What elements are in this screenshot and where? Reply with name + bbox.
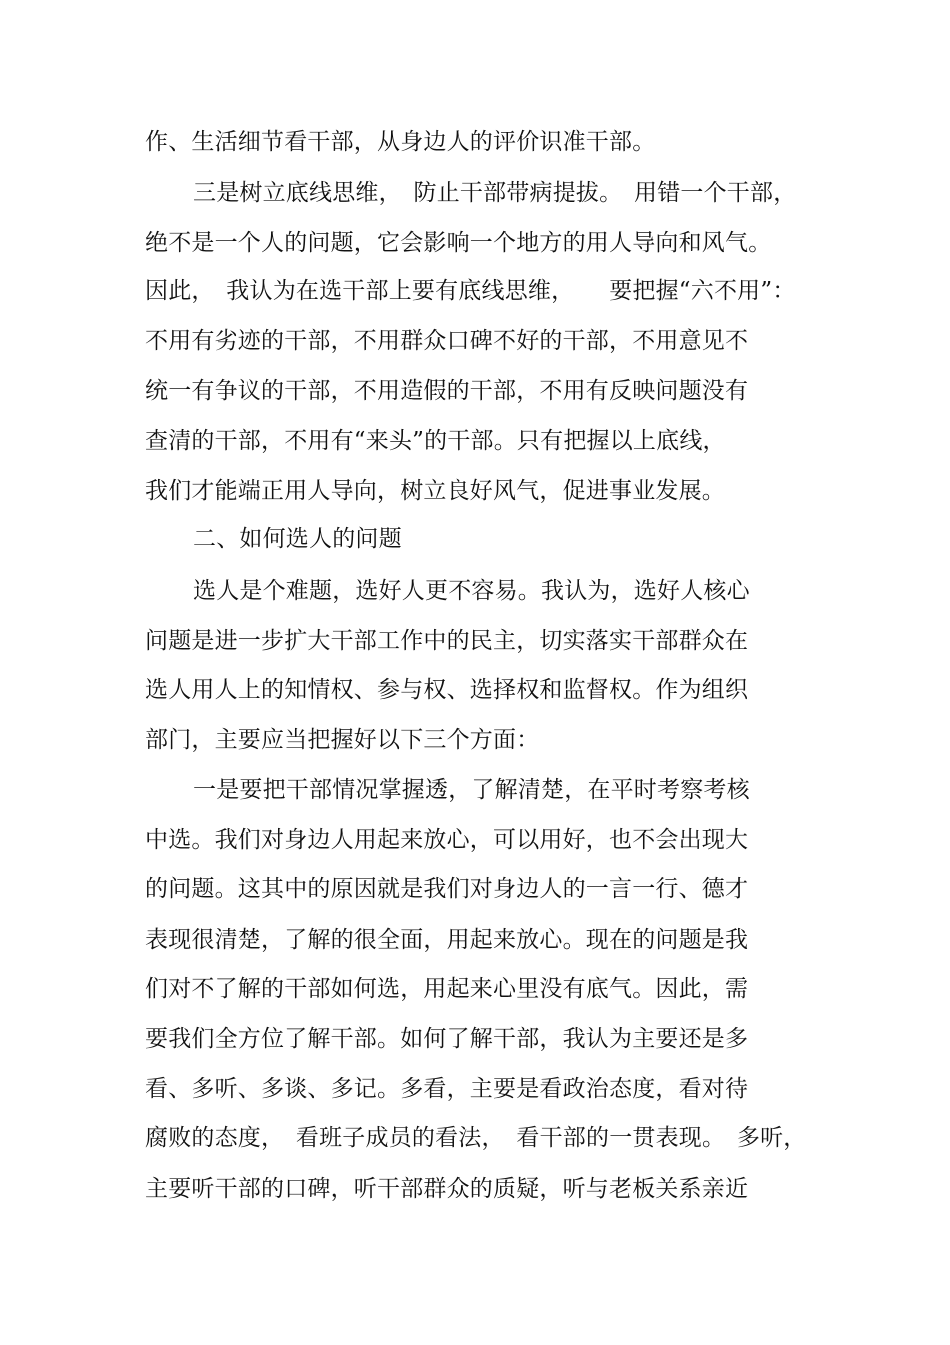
paragraph-line: 要我们全方位了解干部。如何了解干部，我认为主要还是多	[145, 1026, 749, 1052]
paragraph-line: 看、多听、多谈、多记。多看，主要是看政治态度，看对待	[145, 1076, 749, 1102]
paragraph-line: 主要听干部的口碑，听干部群众的质疑，听与老板关系亲近	[145, 1176, 749, 1202]
paragraph-line: 三是树立底线思维， 防止干部带病提拔。 用错一个干部，	[193, 180, 797, 206]
paragraph-line: 因此， 我认为在选干部上要有底线思维， 要把握“六不用”：	[145, 278, 796, 304]
paragraph-line: 不用有劣迹的干部，不用群众口碑不好的干部，不用意见不	[145, 328, 749, 354]
paragraph-line: 选人用人上的知情权、参与权、选择权和监督权。作为组织	[145, 677, 749, 703]
paragraph-line: 问题是进一步扩大干部工作中的民主，切实落实干部群众在	[145, 628, 749, 654]
paragraph-line: 表现很清楚，了解的很全面，用起来放心。现在的问题是我	[145, 927, 749, 953]
paragraph-line: 们对不了解的干部如何选，用起来心里没有底气。因此，需	[145, 976, 749, 1002]
paragraph-line: 腐败的态度， 看班子成员的看法， 看干部的一贯表现。 多听，	[145, 1125, 807, 1151]
paragraph-line: 的问题。这其中的原因就是我们对身边人的一言一行、德才	[145, 876, 749, 902]
paragraph-line: 作、生活细节看干部，从身边人的评价识准干部。	[145, 129, 656, 155]
paragraph-line: 选人是个难题，选好人更不容易。我认为，选好人核心	[193, 578, 750, 604]
paragraph-line: 中选。我们对身边人用起来放心，可以用好，也不会出现大	[145, 827, 749, 853]
paragraph-line: 查清的干部，不用有“来头”的干部。只有把握以上底线，	[145, 428, 726, 454]
section-heading: 二、如何选人的问题	[193, 526, 402, 552]
paragraph-line: 我们才能端正用人导向，树立良好风气，促进事业发展。	[145, 478, 725, 504]
paragraph-line: 统一有争议的干部，不用造假的干部，不用有反映问题没有	[145, 378, 749, 404]
paragraph-line: 部门，主要应当把握好以下三个方面：	[145, 727, 540, 753]
paragraph-line: 一是要把干部情况掌握透，了解清楚，在平时考察考核	[193, 777, 750, 803]
paragraph-line: 绝不是一个人的问题，它会影响一个地方的用人导向和风气。	[145, 230, 772, 256]
